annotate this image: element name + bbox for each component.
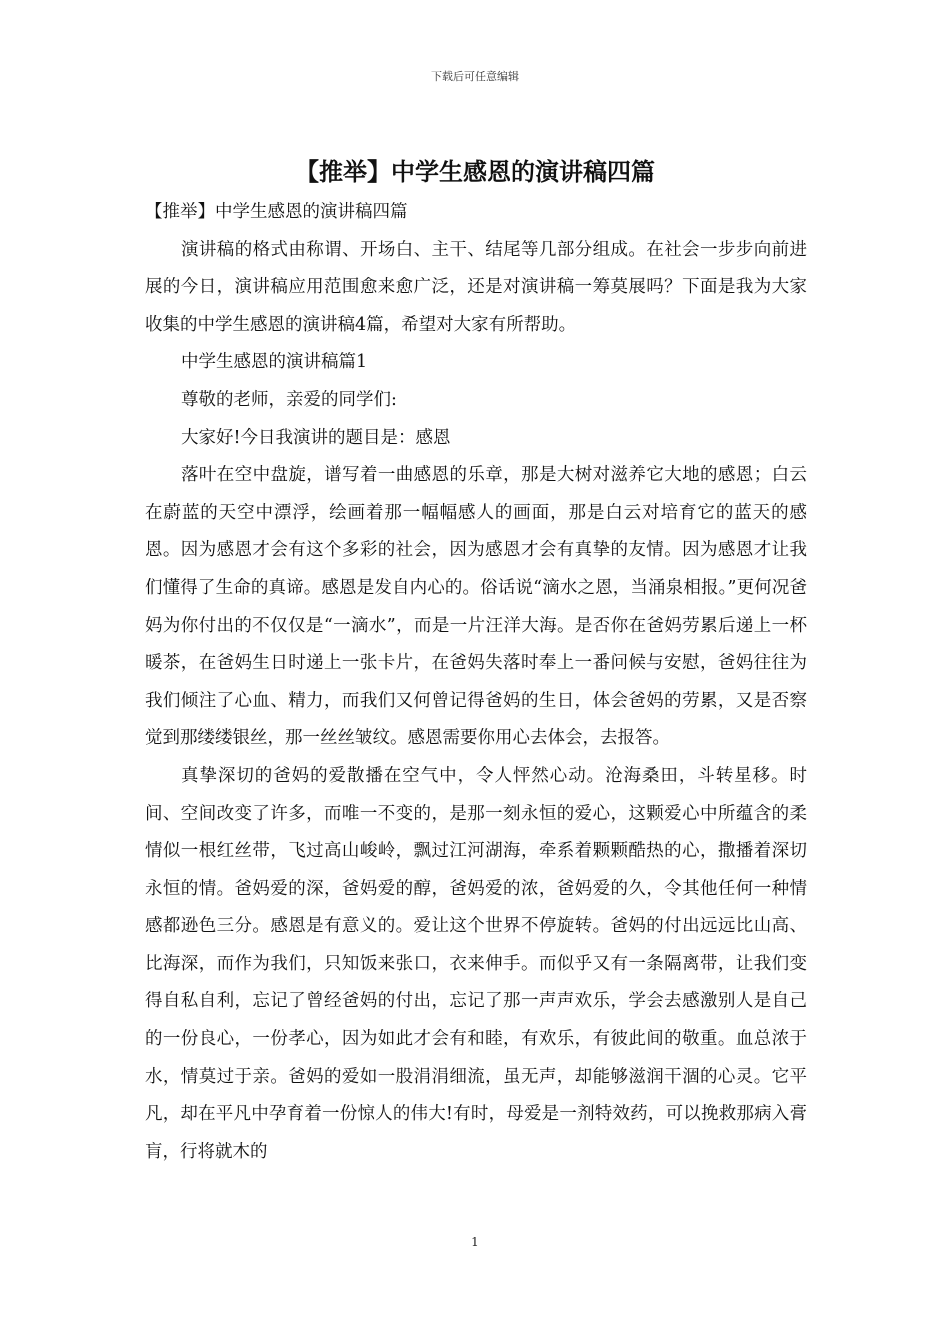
page-header-note: 下载后可任意编辑	[431, 70, 519, 83]
subtitle-paragraph: 【推举】中学生感恩的演讲稿四篇	[145, 202, 408, 222]
section-heading: 中学生感恩的演讲稿篇1	[181, 352, 368, 373]
intro-paragraph: 演讲稿的格式由称谓、开场白、主干、结尾等几部分组成。在社会一步步向前进展的今日，演讲稿应用范围愈来愈广泛，还是对演讲稿一筹莫展吗？下面是我为大家收集的中学生感恩的演讲稿4篇，希望对大家有所帮助。	[145, 239, 807, 335]
greeting-paragraph: 大家好!今日我演讲的题目是：感恩	[181, 427, 451, 448]
document-body	[145, 194, 807, 1171]
page-number: 1	[471, 1235, 479, 1249]
body-paragraph: 真挚深切的爸妈的爱散播在空气中，令人怦然心动。沧海桑田，斗转星移。时间、空间改变了许多，而唯一不变的，是那一刻永恒的爱心，这颗爱心中所蕴含的柔情似一根红丝带，飞过高山峻岭，飘过江河湖海，牵系着颗颗酷热的心，撒播着深切永恒的情。爸妈爱的深，爸妈爱的醇，爸妈爱的浓，爸妈爱的久，令其他任何一种情感都逊色三分。感恩是有意义的。爱让这个世界不停旋转。爸妈的付出远远比山高、比海深，而作为我们，只知饭来张口，衣来伸手。而似乎又有一条隔离带，让我们变得自私自利，忘记了曾经爸妈的付出，忘记了那一声声欢乐，学会去感激别人是自己的一份良心，一份孝心，因为如此才会有和睦，有欢乐，有彼此间的敬重。血总浓于水，情莫过于亲。爸妈的爱如一股涓涓细流，虽无声，却能够滋润干涸的心灵。它平凡，却在平凡中孕育着一份惊人的伟大!有时，母爱是一剂特效药，可以挽救那病入膏肓，行将就木的	[145, 765, 807, 1162]
body-paragraph: 落叶在空中盘旋，谱写着一曲感恩的乐章，那是大树对滋养它大地的感恩；白云在蔚蓝的天空中漂浮，绘画着那一幅幅感人的画面，那是白云对培育它的蓝天的感恩。因为感恩才会有这个多彩的社会，因为感恩才会有真挚的友情。因为感恩才让我们懂得了生命的真谛。感恩是发自内心的。俗话说“滴水之恩，当涌泉相报。”更何况爸妈为你付出的不仅仅是“一滴水”，而是一片汪洋大海。是否你在爸妈劳累后递上一杯暖茶，在爸妈生日时递上一张卡片，在爸妈失落时奉上一番问候与安慰，爸妈往往为我们倾注了心血、精力，而我们又何曾记得爸妈的生日，体会爸妈的劳累，又是否察觉到那缕缕银丝，那一丝丝皱纹。感恩需要你用心去体会，去报答。	[145, 465, 807, 749]
salutation-paragraph: 尊敬的老师，亲爱的同学们:	[181, 389, 397, 410]
document-title: 【推举】中学生感恩的演讲稿四篇	[295, 157, 655, 186]
